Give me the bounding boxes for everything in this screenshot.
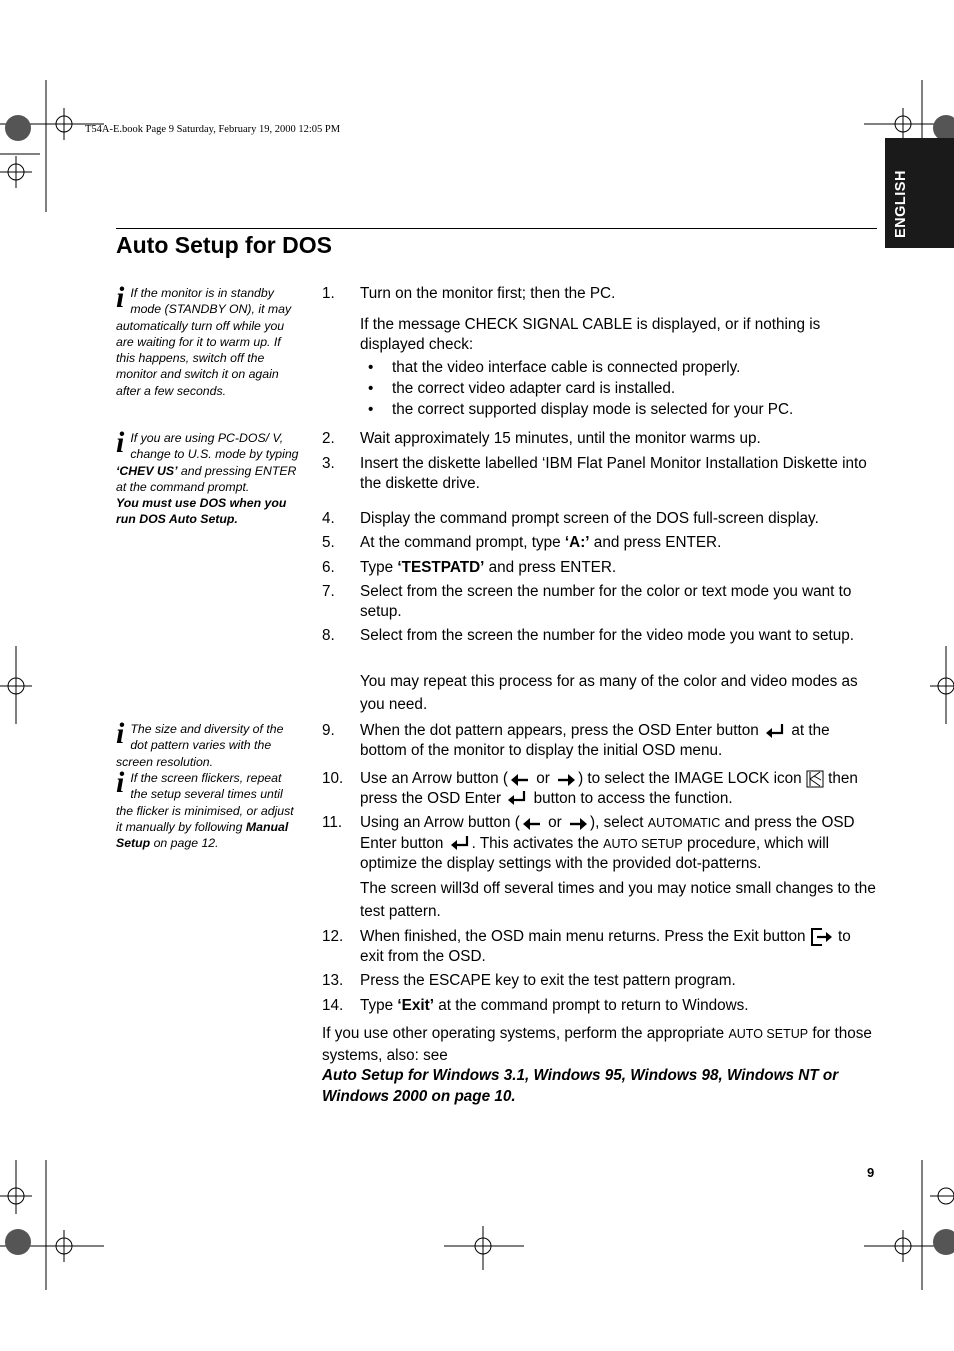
bullet-text: the correct video adapter card is installed. <box>392 380 676 397</box>
step-text-part: . This activates the <box>471 834 604 852</box>
step-text-part: At the command prompt, type <box>360 534 565 551</box>
step-text: Display the command prompt screen of the DOS full-screen display. <box>360 510 819 527</box>
step-text <box>360 558 878 578</box>
step-number: 2. <box>322 430 335 447</box>
step-text-part: to exit from the OSD. <box>360 928 851 965</box>
step-text-part: button to access the function. <box>533 789 733 807</box>
step-text: Turn on the monitor first; then the PC. <box>360 285 616 302</box>
step-6 <box>322 558 878 578</box>
step-number: 1. <box>322 285 335 302</box>
bullet-text: that the video interface cable is connected properly. <box>392 359 741 376</box>
step-text-part: or <box>536 770 550 787</box>
step-12 <box>322 927 878 967</box>
step-text <box>360 721 878 760</box>
step-number: 4. <box>322 510 335 527</box>
step-text-part: and press ENTER. <box>484 559 617 576</box>
step-number: 8. <box>322 627 335 644</box>
step-text: Press the ESCAPE key to exit the test pattern program. <box>360 972 736 989</box>
step-number: 11. <box>322 814 343 831</box>
step-4 <box>322 509 878 529</box>
step-text-part: ), select <box>589 814 648 831</box>
step-text <box>360 927 878 967</box>
arrow-right-icon <box>554 771 578 787</box>
note-text: on page 12. <box>150 836 219 851</box>
step-text-part: then press the OSD Enter <box>360 770 858 807</box>
note-text: If the monitor is in standby mode (STANDBY ON), it may automatically turn off while you are waiting for it to warm up. If this happens, switch off the monitor and switch it on again after a few seconds. <box>116 286 292 398</box>
side-note-pcdos <box>116 426 301 528</box>
step-text-part: Use an Arrow button ( <box>360 770 508 787</box>
procedure-name: AUTO SETUP <box>603 836 683 851</box>
info-icon: i <box>116 281 125 314</box>
note-text: If you are using PC-DOS/ V, change to U.S. mode by typing <box>130 431 299 462</box>
page-number: 9 <box>867 1165 875 1180</box>
step-11 <box>322 813 878 874</box>
info-icon: i <box>116 717 125 750</box>
step-text: Select from the screen the number for the video mode you want to setup. <box>360 627 855 644</box>
side-note-dot-pattern <box>116 717 301 770</box>
command-text: ‘Exit’ <box>397 997 434 1014</box>
step-number: 3. <box>322 455 335 472</box>
step-text-part: When the dot pattern appears, press the OSD Enter button <box>360 722 759 739</box>
bullet-2 <box>322 379 878 399</box>
step-number: 9. <box>322 722 335 739</box>
menu-option-text: AUTOMATIC <box>647 816 721 830</box>
step-text: The screen will3d off several times and you may notice small changes to the test pattern. <box>360 880 876 920</box>
procedure-name: AUTO SETUP <box>728 1027 809 1041</box>
note-text: The size and diversity of the dot pattern varies with the screen resolution. <box>116 722 284 769</box>
arrow-right-icon <box>566 815 590 831</box>
note-text: If the screen flickers, repeat the setup several times until the flicker is minimised, or adjust it manually by following <box>116 771 294 834</box>
step-text-part: or <box>548 814 562 831</box>
bullet-icon: • <box>368 359 374 376</box>
step-11-note <box>322 877 878 923</box>
closing-text: If you use other operating systems, perform the appropriate <box>322 1025 729 1042</box>
step-text: Insert the diskette labelled ‘IBM Flat Panel Monitor Installation Diskette into the diskette drive. <box>360 455 867 492</box>
step-number: 10. <box>322 770 344 787</box>
arrow-left-icon <box>508 771 532 787</box>
step-text-part: Using an Arrow button ( <box>360 814 520 831</box>
arrow-left-icon <box>520 815 544 831</box>
step-text <box>360 533 878 553</box>
bullet-3 <box>322 400 878 420</box>
step-text: Select from the screen the number for the color or text mode you want to setup. <box>360 583 852 620</box>
step-text-part: at the bottom of the monitor to display the initial OSD menu. <box>360 722 830 759</box>
step-text-part: When finished, the OSD main menu returns. Press the Exit button <box>360 928 806 946</box>
step-text-part: procedure, which will optimize the display settings with the provided dot-patterns. <box>360 834 829 872</box>
note-emphasis: You must use DOS when you run DOS Auto Setup. <box>116 496 287 527</box>
bullet-icon: • <box>368 401 374 418</box>
enter-icon <box>448 834 472 852</box>
step-text: You may repeat this process for as many of the color and video modes as you need. <box>360 673 858 713</box>
closing-text: for those systems, also: see <box>322 1025 872 1064</box>
step-7 <box>322 582 878 621</box>
step-text <box>360 769 878 808</box>
book-info: T54A-E.book Page 9 Saturday, February 19, 2000 12:05 PM <box>85 124 341 135</box>
step-text-part: and press ENTER. <box>589 534 722 551</box>
header-rule <box>116 228 877 229</box>
step-text-part: and press the OSD Enter button <box>360 814 855 852</box>
command-text: ‘TESTPATD’ <box>397 559 485 576</box>
closing-paragraph <box>322 1023 878 1066</box>
step-text-part: at the command prompt to return to Windows. <box>433 997 749 1014</box>
side-note-standby <box>116 281 301 399</box>
cross-reference-link[interactable]: Auto Setup for Windows 3.1, Windows 95, Windows 98, Windows NT or Windows 2000 on page 10. <box>322 1067 839 1105</box>
step-text-part: Type <box>360 559 398 576</box>
enter-icon <box>763 722 787 740</box>
image-lock-icon <box>806 770 824 788</box>
language-tab <box>885 138 954 248</box>
step-number: 14. <box>322 997 344 1014</box>
step-number: 13. <box>322 972 344 989</box>
page-title: Auto Setup for DOS <box>116 232 332 258</box>
language-tab-label: ENGLISH <box>893 170 909 238</box>
step-text <box>360 813 878 874</box>
step-1 <box>322 284 878 304</box>
step-text-part: Type <box>360 997 398 1014</box>
step-14 <box>322 996 878 1016</box>
step-10 <box>322 769 878 808</box>
side-note-flicker <box>116 766 301 851</box>
step-number: 7. <box>322 583 335 600</box>
step-13 <box>322 971 878 991</box>
note-text: and pressing ENTER at the command prompt. <box>116 463 297 494</box>
exit-icon <box>810 927 834 947</box>
enter-icon <box>505 789 529 807</box>
note-link: Manual Setup <box>116 819 289 851</box>
bullet-1 <box>322 358 878 378</box>
step-9 <box>322 721 878 760</box>
step-number: 12. <box>322 928 344 945</box>
step-8-note <box>322 670 878 716</box>
step-text: If the message CHECK SIGNAL CABLE is displayed, or if nothing is displayed check: <box>360 316 821 353</box>
step-5 <box>322 533 878 553</box>
bullet-text: the correct supported display mode is selected for your PC. <box>392 401 794 418</box>
info-icon: i <box>116 766 125 799</box>
step-text <box>360 996 878 1016</box>
info-icon: i <box>116 426 125 459</box>
step-1-message <box>322 315 878 354</box>
step-number: 6. <box>322 559 335 576</box>
command-text: ‘A:’ <box>564 534 590 551</box>
step-number: 5. <box>322 534 335 551</box>
step-3 <box>322 454 878 493</box>
note-command: ‘CHEV US’ <box>116 463 178 478</box>
bullet-icon: • <box>368 380 374 397</box>
step-8 <box>322 626 878 646</box>
step-2 <box>322 429 878 449</box>
step-text-part: ) to select the IMAGE LOCK icon <box>578 770 802 787</box>
step-text: Wait approximately 15 minutes, until the monitor warms up. <box>360 430 761 447</box>
